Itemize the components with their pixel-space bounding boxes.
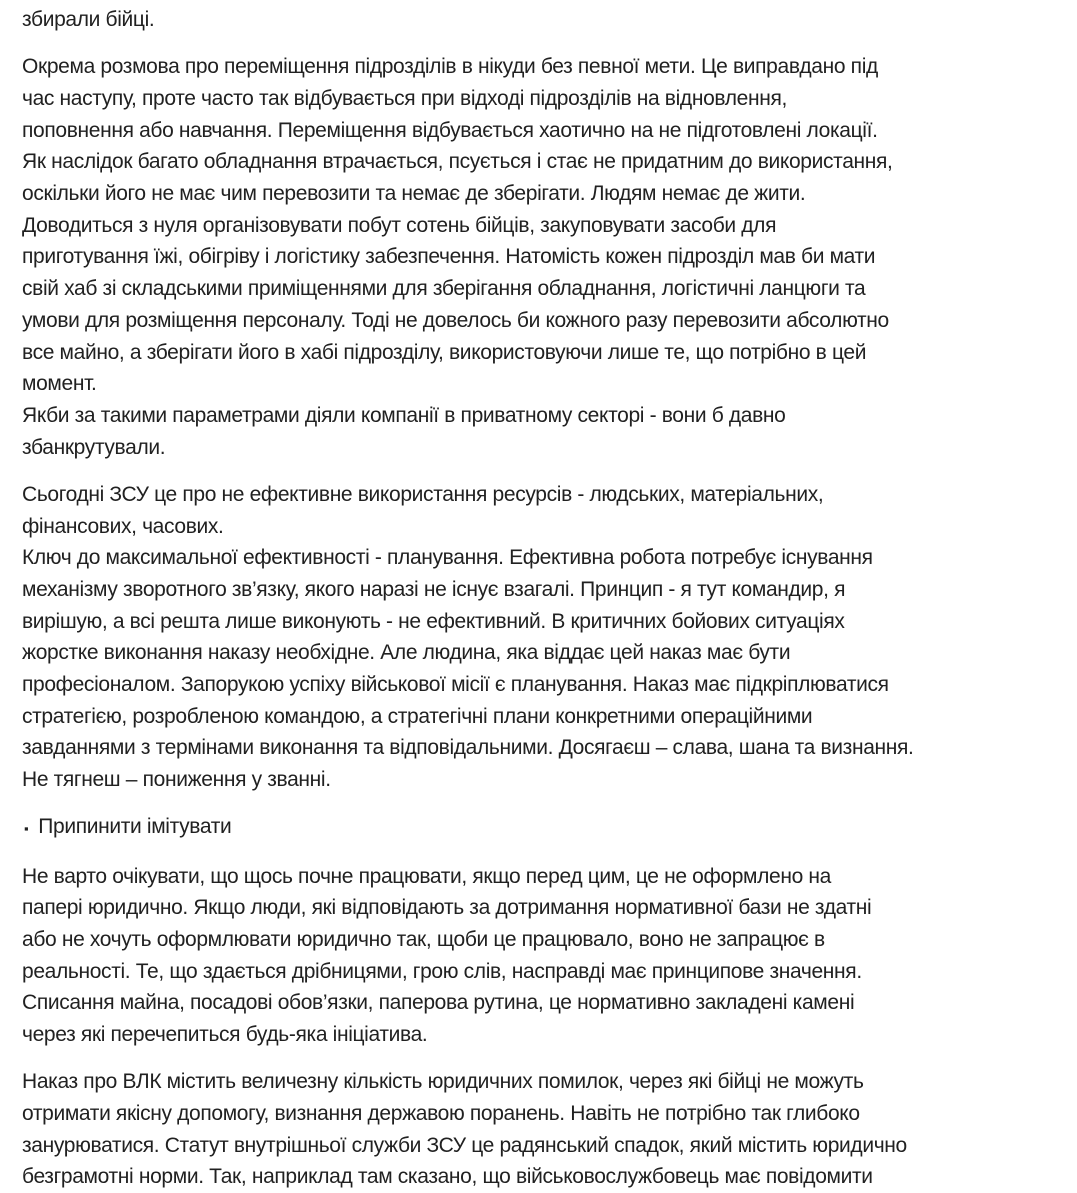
text-line: Як наслідок багато обладнання втрачається, псується і стає не придатним до використання, [22,150,893,174]
text-line: збирали бійці. [22,8,155,31]
text-line: все майно, а зберігати його в хабі підрозділу, використовуючи лише те, що потрібно в цей [22,340,867,364]
text-line: або не хочуть оформлювати юридично так, щоби це працювало, воно не запрацює в [22,927,825,951]
text-line: Наказ про ВЛК містить величезну кількість юридичних помилок, через які бійці не можуть [22,1070,864,1094]
text-line: Не варто очікувати, що щось почне працювати, якщо перед цим, це не оформлено на [22,864,832,888]
text-line: папері юридично. Якщо люди, які відповідають за дотримання нормативної бази не здатні [22,896,872,920]
text-line: умови для розміщення персоналу. Тоді не довелось би кожного разу перевозити абсолютно [22,308,889,332]
text-line: момент. [22,372,97,396]
paragraph [22,861,1051,1051]
text-line: збанкрутували. [22,435,166,459]
text-line: Сьогодні ЗСУ це про не ефективне використання ресурсів - людських, матеріальних, [22,482,824,506]
text-line: Якби за такими параметрами діяли компанії в приватному секторі - вони б давно [22,403,786,427]
text-line: отримати якісну допомогу, визнання державою поранень. Навіть не потрібно так глибоко [22,1102,860,1125]
paragraph [22,1066,1051,1193]
paragraph [22,4,1051,36]
bullet-square-icon: ▪ [24,821,29,837]
text-line: поповнення або навчання. Переміщення відбувається хаотично на не підготовлені локації. [22,118,878,142]
paragraph [22,479,1051,796]
text-line: Окрема розмова про переміщення підрозділів в нікуди без певної мети. Це виправдано під [22,55,878,79]
text-line: безграмотні норми. Так, наприклад там сказано, що військовослужбовець має повідомити [22,1165,873,1189]
text-line: вирішую, а всі решта лише виконують - не ефективний. В критичних бойових ситуаціях [22,609,845,633]
text-line: Припинити імітувати [38,815,232,839]
text-line: свій хаб зі складськими приміщеннями для зберігання обладнання, логістичні ланцюги та [22,277,866,301]
text-line: через які перечепиться будь-яка ініціатива. [22,1023,428,1047]
text-line: час наступу, проте часто так відбувається при відході підрозділів на відновлення, [22,86,787,110]
text-line: оскільки його не має чим перевозити та немає де зберігати. Людям немає де жити. [22,182,806,206]
text-line: приготування їжі, обігріву і логістику забезпечення. Натомість кожен підрозділ мав би мати [22,245,876,269]
text-line: Списання майна, посадові обов’язки, паперова рутина, це нормативно закладені камені [22,991,855,1015]
text-line: механізму зворотного зв’язку, якого наразі не існує взагалі. Принцип - я тут командир, я [22,577,846,601]
text-line: занурюватися. Статут внутрішньої служби ЗСУ це радянський спадок, який містить юридично [22,1133,907,1157]
text-line: Ключ до максимальної ефективності - планування. Ефективна робота потребує існування [22,546,873,570]
text-line: жорстке виконання наказу необхідне. Але людина, яка віддає цей наказ має бути [22,641,791,665]
text-line: фінансових, часових. [22,514,224,538]
text-line: реальності. Те, що здається дрібницями, грою слів, насправді має принципове значення. [22,959,862,983]
paragraph [22,51,1051,463]
bullet-list-item [22,811,1051,845]
text-line: Не тягнеш – пониження у званні. [22,768,331,792]
text-line: Доводиться з нуля організовувати побут сотень бійців, закуповувати засоби для [22,213,777,237]
text-line: стратегією, розробленою командою, а стратегічні плани конкретними операційними [22,704,813,728]
text-line: завданнями з термінами виконання та відповідальними. Досягаєш – слава, шана та визнання. [22,736,914,760]
text-line: професіоналом. Запорукою успіху військової місії є планування. Наказ має підкріплюватися [22,673,889,697]
